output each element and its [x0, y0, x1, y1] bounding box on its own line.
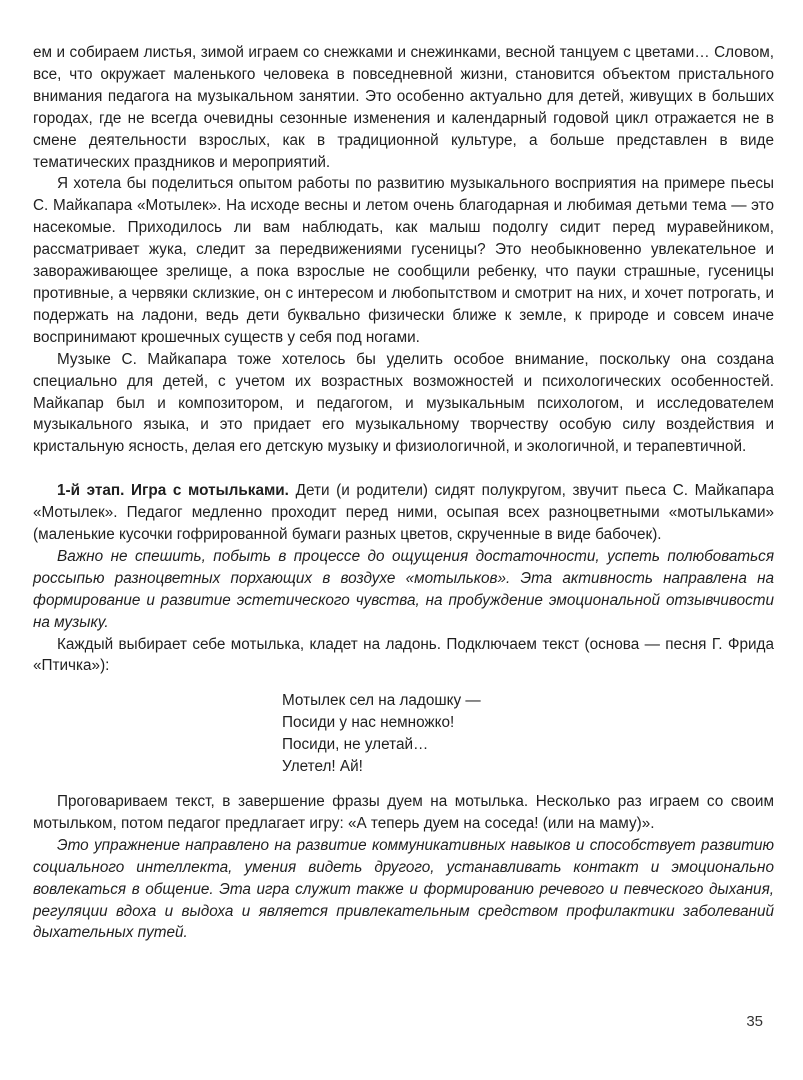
paragraph-italic-aesthetic: Важно не спешить, побыть в процессе до ощущения достаточности, успеть полюбоваться россыпью разноцветных порхающих в воздухе «мотыльков». Эта активность направлена на формирование и развитие эстетического чувства, на пробуждение эмоциональной отзывчивости на музыку. [33, 547, 774, 631]
page-body [33, 42, 774, 944]
poem-line-1: Мотылек сел на ладошку — [282, 692, 481, 710]
stage-description: Дети (и родители) сидят полукругом, звучит пьеса С. Майкапара «Мотылек». Педагог медленно проходит перед ними, осыпая всех разноцветными «мотыльками» (маленькие кусочки гофрированной бумаги разных цветов, скрученные в виде бабочек). [33, 482, 774, 544]
stage-title: 1-й этап. Игра с мотыльками. [57, 482, 289, 500]
page-number: 35 [746, 1013, 763, 1030]
paragraph-choose-moth: Каждый выбирает себе мотылька, кладет на ладонь. Подключаем текст (основа — песня Г. Фрида «Птичка»): [33, 635, 774, 675]
paragraph-experience: Я хотела бы поделиться опытом работы по развитию музыкального восприятия на примере пьесы С. Майкапара «Мотылек». На исходе весны и летом очень благодарная и любимая детьми тема — это насекомые. Приходилось ли вам наблюдать, как малыш подолгу сидит перед муравейником, рассматривает жука, следит за передвижениями гусеницы? Это необыкновенно увлекательное и завораживающее зрелище, а пока взрослые не сообщили ребенку, что пауки страшные, гусеницы противные, а червяки склизкие, он с интересом и любопытством и смотрит на них, и хочет потрогать, и подержать на ладони, ведь дети буквально физически ближе к земле, к природе и совсем иначе воспринимают крошечных существ у себя под ногами. [33, 175, 774, 346]
poem-line-3: Посиди, не улетай… [282, 736, 429, 754]
paragraph-stage-1 [33, 480, 774, 546]
paragraph-seasons: ем и собираем листья, зимой играем со снежками и снежинками, весной танцуем с цветами… Словом, все, что окружает маленького человека в повседневной жизни, становится объектом пристального внимания педагога на музыкальном занятии. Это особенно актуально для детей, живущих в больших городах, где не всегда очевидны сезонные изменения и календарный годовой цикл отражается не в смене деятельности взрослых, как в традиционной культуре, а больше представлен в виде тематических праздников и мероприятий. [33, 44, 774, 171]
poem-line-2: Посиди у нас немножко! [282, 714, 455, 732]
poem [282, 690, 774, 778]
paragraph-italic-communication: Это упражнение направлено на развитие коммуникативных навыков и способствует развитию социального интеллекта, умения видеть другого, устанавливать контакт и эмоционально вовлекаться в общение. Эта игра служит также и формированию речевого и певческого дыхания, регуляции вдоха и выдоха и является привлекательным средством профилактики заболеваний дыхательных путей. [33, 836, 774, 942]
paragraph-maykapar: Музыке С. Майкапара тоже хотелось бы уделить особое внимание, поскольку она создана специально для детей, с учетом их возрастных возможностей и психологических особенностей. Майкапар был и композитором, и педагогом, и музыкальным психологом, и исследователем музыкального языка, и это придает его музыкальному творчеству особую силу воздействия и кристальную ясность, делая его детскую музыку и физиологичной, и экологичной, и терапевтичной. [33, 350, 774, 456]
paragraph-blow-game: Проговариваем текст, в завершение фразы дуем на мотылька. Несколько раз играем со своим мотыльком, потом педагог предлагает игру: «А теперь дуем на соседа! (или на маму)». [33, 793, 774, 832]
poem-line-4: Улетел! Ай! [282, 758, 363, 776]
